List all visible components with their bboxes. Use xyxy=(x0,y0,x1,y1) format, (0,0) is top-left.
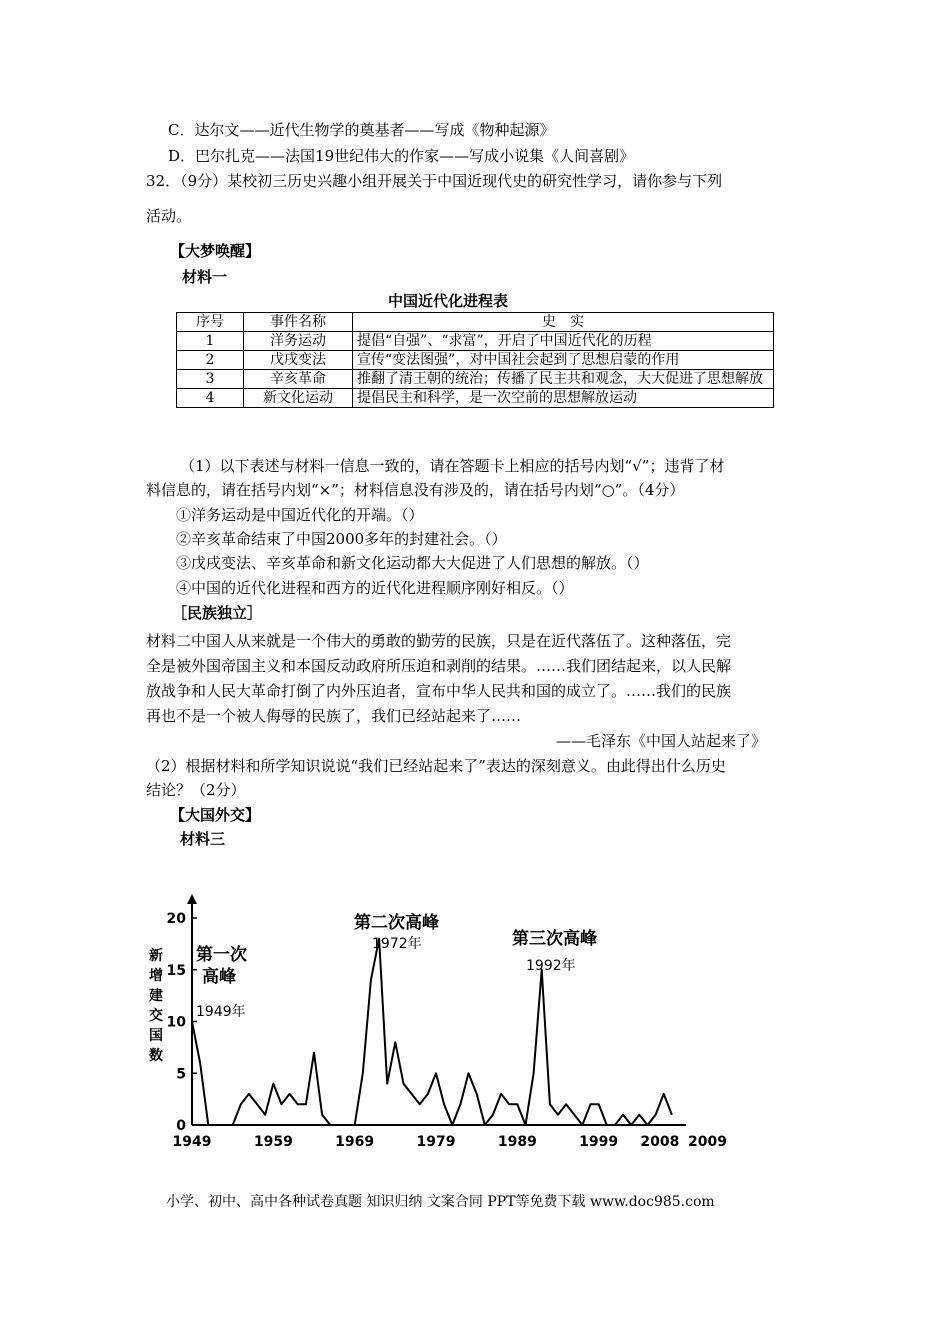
y-axis-label-char: 增 xyxy=(149,968,163,984)
annotation-second-peak-year: 1972年 xyxy=(372,936,422,952)
question-1-text: （1）以下表述与材料一信息一致的，请在答题卡上相应的括号内划“√”；违背了材 xyxy=(180,457,725,475)
statement-4: ④中国的近代化进程和西方的近代化进程顺序刚好相反。（） xyxy=(176,579,574,597)
annotation-first-peak-cont: 高峰 xyxy=(202,967,236,987)
material-two-text: 再也不是一个被人侮辱的民族了，我们已经站起来了…… xyxy=(146,707,522,725)
y-tick-label: 10 xyxy=(166,1014,186,1031)
row-fact: 宣传“变法图强”，对中国社会起到了思想启蒙的作用 xyxy=(353,351,774,370)
x-tick-label: 1989 xyxy=(497,1134,537,1150)
statement-2: ②辛亥革命结束了中国2000多年的封建社会。（） xyxy=(176,530,507,548)
material-three-label: 材料三 xyxy=(180,830,226,848)
row-event: 戊戌变法 xyxy=(244,351,353,370)
material-one-label: 材料一 xyxy=(182,268,228,286)
series-line xyxy=(192,939,672,1125)
section-heading-diplomacy: 【大国外交】 xyxy=(170,806,261,824)
option-d: D．巴尔扎克——法国19世纪伟大的作家——写成小说集《人间喜剧》 xyxy=(168,147,635,165)
question-32-intro-cont: 活动。 xyxy=(146,207,192,225)
y-axis-label-char: 数 xyxy=(149,1048,163,1064)
question-32-intro: 32．（9分）某校初三历史兴趣小组开展关于中国近现代史的研究性学习，请你参与下列 xyxy=(146,172,723,190)
section-heading-independence: ［民族独立］ xyxy=(172,604,263,622)
section-heading-dream: 【大梦唤醒】 xyxy=(170,242,261,260)
row-no: 2 xyxy=(177,351,244,370)
x-tick-label: 1999 xyxy=(579,1134,619,1150)
question-2-text: （2）根据材料和所学知识说说“我们已经站起来了”表达的深刻意义。由此得出什么历史 xyxy=(146,757,726,775)
x-tick-label: 2009 xyxy=(688,1134,727,1150)
header-fact: 史 实 xyxy=(353,313,774,332)
modernization-table xyxy=(176,312,774,408)
row-no: 3 xyxy=(177,370,244,389)
question-2-text-cont: 结论？（2分） xyxy=(146,781,246,799)
y-axis-label-char: 国 xyxy=(149,1028,163,1044)
y-tick-label: 15 xyxy=(166,962,186,979)
row-no: 1 xyxy=(177,332,244,351)
x-tick-label: 1979 xyxy=(416,1134,456,1150)
y-tick-label: 0 xyxy=(176,1118,186,1134)
statement-1: ①洋务运动是中国近代化的开端。（） xyxy=(176,506,424,524)
table-title: 中国近代化进程表 xyxy=(388,292,509,310)
row-event: 辛亥革命 xyxy=(244,370,353,389)
y-axis-label-char: 建 xyxy=(149,988,163,1004)
y-axis-label-char: 新 xyxy=(149,948,163,964)
row-fact: 提倡“自强”、“求富”，开启了中国近代化的历程 xyxy=(353,332,774,351)
y-tick-label: 5 xyxy=(176,1066,186,1083)
annotation-first-peak: 第一次 xyxy=(196,945,247,965)
row-fact: 推翻了清王朝的统治；传播了民主共和观念，大大促进了思想解放 xyxy=(353,370,774,389)
y-axis-arrow xyxy=(187,894,197,904)
table-row xyxy=(177,389,774,408)
material-two-text: 材料二中国人从来就是一个伟大的勇敢的勤劳的民族，只是在近代落伍了。这种落伍，完 xyxy=(146,632,732,650)
material-two-text: 放战争和人民大革命打倒了内外压迫者，宣布中华人民共和国的成立了。……我们的民族 xyxy=(146,682,732,700)
statement-3: ③戊戌变法、辛亥革命和新文化运动都大大促进了人们思想的解放。（） xyxy=(176,554,649,572)
diplomatic-relations-chart xyxy=(140,892,740,1152)
quote-source: ——毛泽东《中国人站起来了》 xyxy=(556,732,767,750)
annotation-first-peak-year: 1949年 xyxy=(196,1004,246,1020)
row-fact: 提倡民主和科学，是一次空前的思想解放运动 xyxy=(353,389,774,408)
annotation-third-peak-year: 1992年 xyxy=(526,958,576,974)
row-event: 新文化运动 xyxy=(244,389,353,408)
footer-text: 小学、初中、高中各种试卷真题 知识归纳 文案合同 PPT等免费下载 www.doc985.com xyxy=(166,1194,715,1210)
table-row xyxy=(177,370,774,389)
header-no: 序号 xyxy=(177,313,244,332)
header-event: 事件名称 xyxy=(244,313,353,332)
y-tick-label: 20 xyxy=(166,911,186,927)
material-two-text: 全是被外国帝国主义和本国反动政府所压迫和剥削的结果。……我们团结起来，以人民解 xyxy=(146,657,732,675)
x-tick-label: 1949 xyxy=(172,1134,212,1150)
row-no: 4 xyxy=(177,389,244,408)
table-row xyxy=(177,332,774,351)
annotation-second-peak: 第二次高峰 xyxy=(354,913,439,933)
x-tick-label: 1959 xyxy=(253,1134,293,1150)
x-tick-label: 1969 xyxy=(335,1134,375,1150)
option-c: C．达尔文——近代生物学的奠基者——写成《物种起源》 xyxy=(168,121,555,139)
y-axis-label-char: 交 xyxy=(149,1008,163,1024)
x-tick-label: 2008 xyxy=(640,1134,680,1150)
annotation-third-peak: 第三次高峰 xyxy=(512,929,597,949)
row-event: 洋务运动 xyxy=(244,332,353,351)
question-1-text-cont: 料信息的，请在括号内划“×”；材料信息没有涉及的，请在括号内划“○”。（4分） xyxy=(146,481,685,499)
table-row xyxy=(177,351,774,370)
